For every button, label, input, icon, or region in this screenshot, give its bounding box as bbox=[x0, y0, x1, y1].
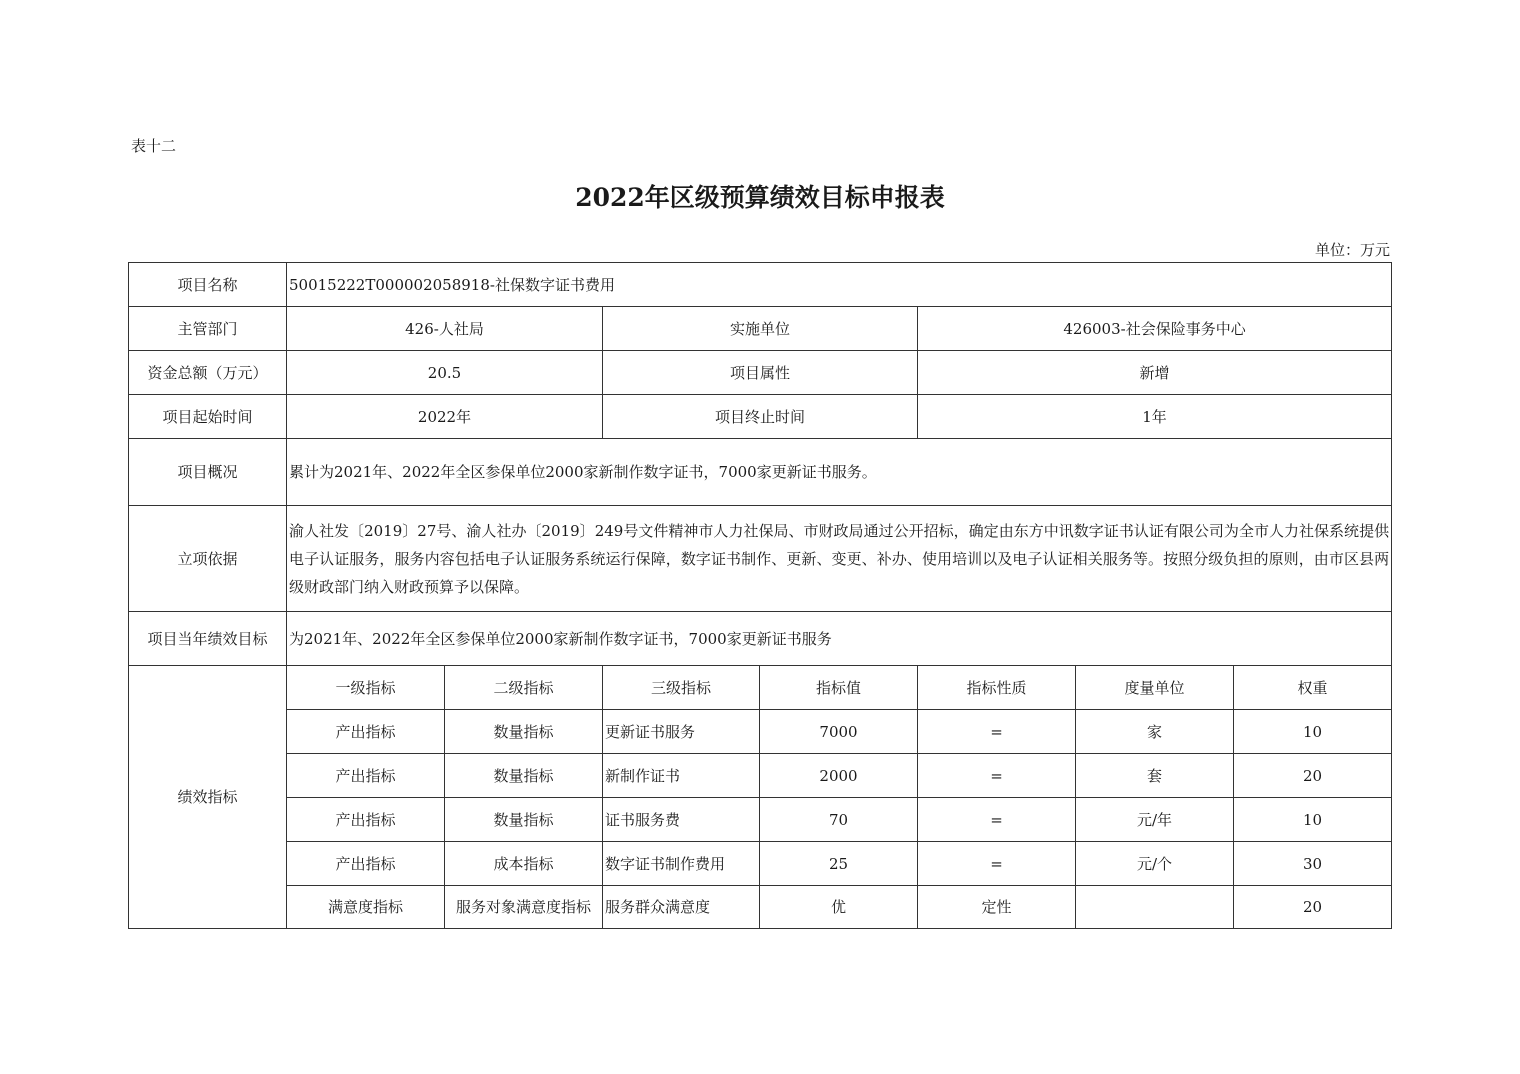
cell-unit: 元/年 bbox=[1076, 798, 1234, 842]
department-value: 426-人社局 bbox=[287, 307, 603, 351]
end-time-label: 项目终止时间 bbox=[603, 395, 918, 439]
department-label: 主管部门 bbox=[129, 307, 287, 351]
start-time-value: 2022年 bbox=[287, 395, 603, 439]
cell-unit bbox=[1076, 886, 1234, 929]
table-row bbox=[129, 710, 1392, 754]
cell-level2: 数量指标 bbox=[445, 710, 603, 754]
implementer-label: 实施单位 bbox=[603, 307, 918, 351]
cell-level2: 数量指标 bbox=[445, 754, 603, 798]
cell-level1: 产出指标 bbox=[287, 754, 445, 798]
fund-total-value: 20.5 bbox=[287, 351, 603, 395]
cell-nature: = bbox=[918, 754, 1076, 798]
row-annual-goal bbox=[129, 612, 1392, 666]
start-time-label: 项目起始时间 bbox=[129, 395, 287, 439]
cell-level2: 成本指标 bbox=[445, 842, 603, 886]
row-fund bbox=[129, 351, 1392, 395]
indicator-header-row bbox=[129, 666, 1392, 710]
fund-total-label: 资金总额（万元） bbox=[129, 351, 287, 395]
project-name-value: 50015222T000002058918-社保数字证书费用 bbox=[287, 263, 1392, 307]
cell-weight: 10 bbox=[1234, 710, 1392, 754]
cell-level3: 服务群众满意度 bbox=[603, 886, 760, 929]
cell-level1: 满意度指标 bbox=[287, 886, 445, 929]
header-value: 指标值 bbox=[760, 666, 918, 710]
table-row bbox=[129, 842, 1392, 886]
header-level2: 二级指标 bbox=[445, 666, 603, 710]
cell-level2: 服务对象满意度指标 bbox=[445, 886, 603, 929]
cell-value: 70 bbox=[760, 798, 918, 842]
header-weight: 权重 bbox=[1234, 666, 1392, 710]
cell-level3: 新制作证书 bbox=[603, 754, 760, 798]
cell-value: 25 bbox=[760, 842, 918, 886]
cell-level1: 产出指标 bbox=[287, 710, 445, 754]
overview-value: 累计为2021年、2022年全区参保单位2000家新制作数字证书，7000家更新证书服务。 bbox=[287, 439, 1392, 506]
cell-level1: 产出指标 bbox=[287, 798, 445, 842]
annual-goal-value: 为2021年、2022年全区参保单位2000家新制作数字证书，7000家更新证书服务 bbox=[287, 612, 1392, 666]
table-row bbox=[129, 886, 1392, 929]
cell-level3: 证书服务费 bbox=[603, 798, 760, 842]
cell-weight: 10 bbox=[1234, 798, 1392, 842]
cell-level3: 数字证书制作费用 bbox=[603, 842, 760, 886]
project-attribute-label: 项目属性 bbox=[603, 351, 918, 395]
overview-label: 项目概况 bbox=[129, 439, 287, 506]
cell-value: 优 bbox=[760, 886, 918, 929]
cell-level1: 产出指标 bbox=[287, 842, 445, 886]
header-nature: 指标性质 bbox=[918, 666, 1076, 710]
header-level3: 三级指标 bbox=[603, 666, 760, 710]
row-basis bbox=[129, 506, 1392, 612]
table-row bbox=[129, 754, 1392, 798]
cell-nature: = bbox=[918, 842, 1076, 886]
cell-value: 2000 bbox=[760, 754, 918, 798]
row-department bbox=[129, 307, 1392, 351]
cell-nature: = bbox=[918, 798, 1076, 842]
row-overview bbox=[129, 439, 1392, 506]
cell-weight: 30 bbox=[1234, 842, 1392, 886]
header-level1: 一级指标 bbox=[287, 666, 445, 710]
page-title: 2022年区级预算绩效目标申报表 bbox=[575, 183, 945, 212]
basis-label: 立项依据 bbox=[129, 506, 287, 612]
cell-value: 7000 bbox=[760, 710, 918, 754]
cell-weight: 20 bbox=[1234, 886, 1392, 929]
project-attribute-value: 新增 bbox=[918, 351, 1392, 395]
cell-level2: 数量指标 bbox=[445, 798, 603, 842]
table-number-label: 表十二 bbox=[131, 137, 177, 155]
cell-level3: 更新证书服务 bbox=[603, 710, 760, 754]
cell-nature: = bbox=[918, 710, 1076, 754]
row-project-name bbox=[129, 263, 1392, 307]
end-time-value: 1年 bbox=[918, 395, 1392, 439]
annual-goal-label: 项目当年绩效目标 bbox=[129, 612, 287, 666]
implementer-value: 426003-社会保险事务中心 bbox=[918, 307, 1392, 351]
cell-weight: 20 bbox=[1234, 754, 1392, 798]
cell-unit: 套 bbox=[1076, 754, 1234, 798]
header-unit: 度量单位 bbox=[1076, 666, 1234, 710]
budget-performance-table bbox=[128, 262, 1392, 929]
cell-unit: 元/个 bbox=[1076, 842, 1234, 886]
cell-nature: 定性 bbox=[918, 886, 1076, 929]
row-period bbox=[129, 395, 1392, 439]
project-name-label: 项目名称 bbox=[129, 263, 287, 307]
basis-value: 渝人社发〔2019〕27号、渝人社办〔2019〕249号文件精神市人力社保局、市财政局通过公开招标，确定由东方中讯数字证书认证有限公司为全市人力社保系统提供电子认证服务，服务内容包括电子认证服务系统运行保障，数字证书制作、更新、变更、补办、使用培训以及电子认证相关服务等。按照分级负担的原则，由市区县两级财政部门纳入财政预算予以保障。 bbox=[287, 506, 1392, 612]
unit-label: 单位：万元 bbox=[1314, 241, 1390, 259]
table-row bbox=[129, 798, 1392, 842]
cell-unit: 家 bbox=[1076, 710, 1234, 754]
indicators-section-label: 绩效指标 bbox=[129, 666, 287, 929]
